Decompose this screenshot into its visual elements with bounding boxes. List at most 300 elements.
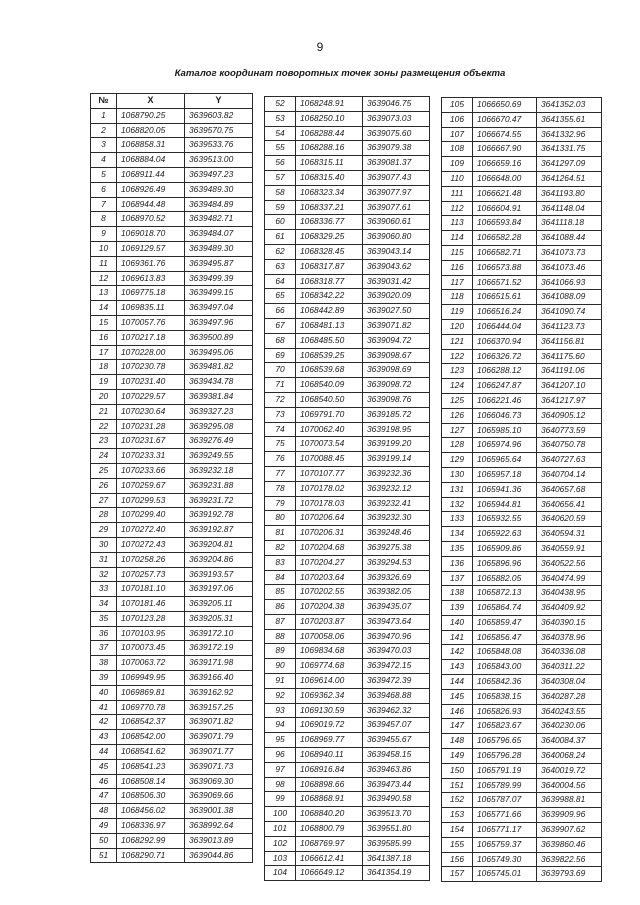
y-coordinate-cell: 3639294.53 [363, 555, 430, 570]
table-row [265, 392, 430, 407]
y-coordinate-cell: 3640019.72 [537, 763, 602, 778]
x-coordinate-cell: 1065872.13 [473, 586, 537, 601]
y-coordinate-cell: 3640004.56 [537, 778, 602, 793]
y-coordinate-cell: 3639204.81 [185, 537, 253, 552]
point-number-cell: 79 [265, 496, 296, 511]
y-coordinate-cell: 3640438.95 [537, 586, 602, 601]
y-coordinate-cell: 3641207.10 [537, 379, 602, 394]
point-number-cell: 100 [265, 807, 296, 822]
table-row [265, 452, 430, 467]
table-row [91, 271, 253, 286]
table-row [442, 305, 602, 320]
point-number-cell: 39 [91, 671, 117, 686]
y-coordinate-cell: 3639232.12 [363, 481, 430, 496]
table-row [91, 241, 253, 256]
y-coordinate-cell: 3639490.58 [363, 792, 430, 807]
point-number-cell: 95 [265, 733, 296, 748]
point-number-cell: 116 [442, 260, 473, 275]
table-row [91, 567, 253, 582]
x-coordinate-cell: 1070202.55 [296, 585, 363, 600]
x-coordinate-cell: 1068884.04 [117, 153, 185, 168]
x-coordinate-cell: 1068342.22 [296, 289, 363, 304]
point-number-cell: 54 [265, 126, 296, 141]
x-coordinate-cell: 1068250.10 [296, 111, 363, 126]
point-number-cell: 117 [442, 275, 473, 290]
point-number-cell: 53 [265, 111, 296, 126]
x-coordinate-cell: 1065823.67 [473, 719, 537, 734]
x-coordinate-cell: 1065842.36 [473, 675, 537, 690]
x-coordinate-cell: 1069362.34 [296, 688, 363, 703]
point-number-cell: 155 [442, 837, 473, 852]
x-coordinate-cell: 1069129.57 [117, 241, 185, 256]
x-coordinate-cell: 1070204.68 [296, 540, 363, 555]
x-coordinate-cell: 1069018.70 [117, 227, 185, 242]
x-coordinate-cell: 1065941.36 [473, 482, 537, 497]
point-number-cell: 43 [91, 730, 117, 745]
point-number-cell: 148 [442, 734, 473, 749]
point-number-cell: 140 [442, 615, 473, 630]
y-coordinate-cell: 3640308.04 [537, 675, 602, 690]
x-coordinate-cell: 1069130.59 [296, 703, 363, 718]
x-coordinate-cell: 1066370.94 [473, 334, 537, 349]
x-coordinate-cell: 1065771.66 [473, 808, 537, 823]
y-coordinate-cell: 3640620.59 [537, 512, 602, 527]
table-row [91, 389, 253, 404]
x-coordinate-cell: 1068315.11 [296, 156, 363, 171]
y-coordinate-cell: 3639204.86 [185, 552, 253, 567]
point-number-cell: 129 [442, 453, 473, 468]
x-coordinate-cell: 1065909.86 [473, 541, 537, 556]
header-x: X [117, 94, 185, 109]
x-coordinate-cell: 1066573.88 [473, 260, 537, 275]
x-coordinate-cell: 1068329.25 [296, 230, 363, 245]
table-row [442, 660, 602, 675]
point-number-cell: 23 [91, 434, 117, 449]
y-coordinate-cell: 3639570.75 [185, 123, 253, 138]
x-coordinate-cell: 1070057.76 [117, 315, 185, 330]
table-row [91, 774, 253, 789]
y-coordinate-cell: 3640287.28 [537, 689, 602, 704]
y-coordinate-cell: 3639172.10 [185, 626, 253, 641]
x-coordinate-cell: 1069614.00 [296, 674, 363, 689]
point-number-cell: 41 [91, 700, 117, 715]
point-number-cell: 101 [265, 822, 296, 837]
table-row [91, 315, 253, 330]
y-coordinate-cell: 3639455.67 [363, 733, 430, 748]
table-row [442, 275, 602, 290]
table-row [91, 256, 253, 271]
x-coordinate-cell: 1066288.12 [473, 364, 537, 379]
table-row [265, 111, 430, 126]
table-row [91, 745, 253, 760]
point-number-cell: 127 [442, 423, 473, 438]
x-coordinate-cell: 1068456.02 [117, 804, 185, 819]
y-coordinate-cell: 3639232.18 [185, 463, 253, 478]
y-coordinate-cell: 3641217.97 [537, 393, 602, 408]
point-number-cell: 8 [91, 212, 117, 227]
x-coordinate-cell: 1066621.48 [473, 186, 537, 201]
table-row [442, 793, 602, 808]
y-coordinate-cell: 3639046.75 [363, 97, 430, 112]
y-coordinate-cell: 3639071.79 [185, 730, 253, 745]
point-number-cell: 19 [91, 375, 117, 390]
x-coordinate-cell: 1070123.28 [117, 611, 185, 626]
table-row [265, 526, 430, 541]
table-row [265, 777, 430, 792]
table-row [91, 597, 253, 612]
x-coordinate-cell: 1068506.30 [117, 789, 185, 804]
table-row [442, 379, 602, 394]
table-row [265, 688, 430, 703]
table-row [91, 138, 253, 153]
table-row [91, 508, 253, 523]
table-row [91, 759, 253, 774]
point-number-cell: 52 [265, 97, 296, 112]
table-row [91, 404, 253, 419]
table-row [91, 685, 253, 700]
x-coordinate-cell: 1068485.50 [296, 333, 363, 348]
x-coordinate-cell: 1066650.69 [473, 98, 537, 113]
point-number-cell: 94 [265, 718, 296, 733]
x-coordinate-cell: 1068290.71 [117, 848, 185, 863]
point-number-cell: 45 [91, 759, 117, 774]
table-header-row [91, 94, 253, 109]
point-number-cell: 154 [442, 823, 473, 838]
y-coordinate-cell: 3639489.30 [185, 182, 253, 197]
table-row [265, 378, 430, 393]
y-coordinate-cell: 3639232.36 [363, 466, 430, 481]
point-number-cell: 37 [91, 641, 117, 656]
x-coordinate-cell: 1065985.10 [473, 423, 537, 438]
point-number-cell: 125 [442, 393, 473, 408]
x-coordinate-cell: 1070230.64 [117, 404, 185, 419]
y-coordinate-cell: 3639513.00 [185, 153, 253, 168]
y-coordinate-cell: 3640409.92 [537, 601, 602, 616]
point-number-cell: 57 [265, 170, 296, 185]
y-coordinate-cell: 3640905.12 [537, 408, 602, 423]
x-coordinate-cell: 1070299.53 [117, 493, 185, 508]
table-row [265, 407, 430, 422]
x-coordinate-cell: 1065791.19 [473, 763, 537, 778]
point-number-cell: 145 [442, 689, 473, 704]
point-number-cell: 126 [442, 408, 473, 423]
x-coordinate-cell: 1070231.67 [117, 434, 185, 449]
x-coordinate-cell: 1069869.81 [117, 685, 185, 700]
x-coordinate-cell: 1069613.83 [117, 271, 185, 286]
point-number-cell: 20 [91, 389, 117, 404]
y-coordinate-cell: 3639470.96 [363, 629, 430, 644]
y-coordinate-cell: 3639098.69 [363, 363, 430, 378]
y-coordinate-cell: 3640657.68 [537, 482, 602, 497]
point-number-cell: 112 [442, 201, 473, 216]
x-coordinate-cell: 1065922.63 [473, 527, 537, 542]
table-row [265, 792, 430, 807]
y-coordinate-cell: 3639909.96 [537, 808, 602, 823]
table-row [265, 614, 430, 629]
y-coordinate-cell: 3641066.93 [537, 275, 602, 290]
x-coordinate-cell: 1068540.09 [296, 378, 363, 393]
point-number-cell: 147 [442, 719, 473, 734]
y-coordinate-cell: 3639157.25 [185, 700, 253, 715]
x-coordinate-cell: 1065932.55 [473, 512, 537, 527]
y-coordinate-cell: 3640336.08 [537, 645, 602, 660]
table-row [91, 641, 253, 656]
table-row [265, 600, 430, 615]
table-row [265, 304, 430, 319]
table-row [91, 626, 253, 641]
table-row [91, 123, 253, 138]
y-coordinate-cell: 3639500.89 [185, 330, 253, 345]
point-number-cell: 26 [91, 478, 117, 493]
table-row [442, 142, 602, 157]
y-coordinate-cell: 3641354.19 [363, 866, 430, 881]
table-row [442, 541, 602, 556]
point-number-cell: 152 [442, 793, 473, 808]
x-coordinate-cell: 1070088.45 [296, 452, 363, 467]
x-coordinate-cell: 1065789.99 [473, 778, 537, 793]
table-row [265, 585, 430, 600]
y-coordinate-cell: 3639822.56 [537, 852, 602, 867]
point-number-cell: 76 [265, 452, 296, 467]
y-coordinate-cell: 3639071.73 [185, 759, 253, 774]
table-row [442, 512, 602, 527]
point-number-cell: 132 [442, 497, 473, 512]
point-number-cell: 30 [91, 537, 117, 552]
table-row [265, 836, 430, 851]
x-coordinate-cell: 1070103.95 [117, 626, 185, 641]
point-number-cell: 10 [91, 241, 117, 256]
point-number-cell: 82 [265, 540, 296, 555]
point-number-cell: 156 [442, 852, 473, 867]
y-coordinate-cell: 3640594.31 [537, 527, 602, 542]
table-row [265, 289, 430, 304]
table-row [265, 733, 430, 748]
y-coordinate-cell: 3639468.88 [363, 688, 430, 703]
y-coordinate-cell: 3639326.69 [363, 570, 430, 585]
table-row [442, 245, 602, 260]
table-row [442, 393, 602, 408]
y-coordinate-cell: 3641088.09 [537, 290, 602, 305]
table-row [265, 97, 430, 112]
point-number-cell: 27 [91, 493, 117, 508]
x-coordinate-cell: 1066604.91 [473, 201, 537, 216]
x-coordinate-cell: 1068858.31 [117, 138, 185, 153]
table-row [442, 867, 602, 882]
point-number-cell: 6 [91, 182, 117, 197]
x-coordinate-cell: 1065745.01 [473, 867, 537, 882]
table-row [442, 98, 602, 113]
catalog-title: Каталог координат поворотных точек зоны размещения объекта [174, 68, 506, 79]
y-coordinate-cell: 3639457.07 [363, 718, 430, 733]
point-number-cell: 81 [265, 526, 296, 541]
y-coordinate-cell: 3639497.96 [185, 315, 253, 330]
table-row [442, 645, 602, 660]
x-coordinate-cell: 1068318.77 [296, 274, 363, 289]
x-coordinate-cell: 1068288.16 [296, 141, 363, 156]
point-number-cell: 1 [91, 108, 117, 123]
x-coordinate-cell: 1068336.97 [117, 819, 185, 834]
table-row [442, 334, 602, 349]
y-coordinate-cell: 3641352.03 [537, 98, 602, 113]
table-row [265, 674, 430, 689]
table-row [265, 496, 430, 511]
y-coordinate-cell: 3639249.55 [185, 449, 253, 464]
point-number-cell: 130 [442, 467, 473, 482]
table-row [442, 749, 602, 764]
point-number-cell: 103 [265, 851, 296, 866]
table-row [265, 718, 430, 733]
x-coordinate-cell: 1068868.91 [296, 792, 363, 807]
x-coordinate-cell: 1068926.49 [117, 182, 185, 197]
point-number-cell: 118 [442, 290, 473, 305]
x-coordinate-cell: 1066612.41 [296, 851, 363, 866]
x-coordinate-cell: 1065974.96 [473, 438, 537, 453]
y-coordinate-cell: 3639248.46 [363, 526, 430, 541]
x-coordinate-cell: 1065896.96 [473, 556, 537, 571]
point-number-cell: 50 [91, 833, 117, 848]
point-number-cell: 96 [265, 748, 296, 763]
table-row [442, 615, 602, 630]
table-row [91, 419, 253, 434]
x-coordinate-cell: 1065957.18 [473, 467, 537, 482]
y-coordinate-cell: 3640243.55 [537, 704, 602, 719]
point-number-cell: 75 [265, 437, 296, 452]
x-coordinate-cell: 1068840.20 [296, 807, 363, 822]
x-coordinate-cell: 1066582.71 [473, 245, 537, 260]
table-row [91, 804, 253, 819]
y-coordinate-cell: 3640068.24 [537, 749, 602, 764]
table-row [265, 437, 430, 452]
table-row [91, 301, 253, 316]
x-coordinate-cell: 1070203.64 [296, 570, 363, 585]
y-coordinate-cell: 3639162.92 [185, 685, 253, 700]
point-number-cell: 35 [91, 611, 117, 626]
y-coordinate-cell: 3639473.64 [363, 614, 430, 629]
x-coordinate-cell: 1068820.05 [117, 123, 185, 138]
x-coordinate-cell: 1068481.13 [296, 318, 363, 333]
table-row [265, 318, 430, 333]
point-number-cell: 70 [265, 363, 296, 378]
table-row [91, 493, 253, 508]
y-coordinate-cell: 3639001.38 [185, 804, 253, 819]
point-number-cell: 93 [265, 703, 296, 718]
point-number-cell: 13 [91, 286, 117, 301]
x-coordinate-cell: 1068969.77 [296, 733, 363, 748]
point-number-cell: 108 [442, 142, 473, 157]
table-row [265, 363, 430, 378]
table-row [442, 319, 602, 334]
point-number-cell: 149 [442, 749, 473, 764]
table-row [91, 730, 253, 745]
x-coordinate-cell: 1066648.00 [473, 171, 537, 186]
y-coordinate-cell: 3639497.04 [185, 301, 253, 316]
y-coordinate-cell: 3639472.39 [363, 674, 430, 689]
x-coordinate-cell: 1068337.21 [296, 200, 363, 215]
x-coordinate-cell: 1065749.30 [473, 852, 537, 867]
table-row [442, 438, 602, 453]
point-number-cell: 104 [265, 866, 296, 881]
point-number-cell: 56 [265, 156, 296, 171]
point-number-cell: 120 [442, 319, 473, 334]
y-coordinate-cell: 3639075.60 [363, 126, 430, 141]
y-coordinate-cell: 3639484.89 [185, 197, 253, 212]
table-row [265, 629, 430, 644]
table-row [91, 227, 253, 242]
table-row [91, 478, 253, 493]
point-number-cell: 119 [442, 305, 473, 320]
x-coordinate-cell: 1068944.48 [117, 197, 185, 212]
point-number-cell: 138 [442, 586, 473, 601]
table-row [265, 259, 430, 274]
table-row [442, 719, 602, 734]
y-coordinate-cell: 3641073.73 [537, 245, 602, 260]
y-coordinate-cell: 3639482.71 [185, 212, 253, 227]
point-number-cell: 40 [91, 685, 117, 700]
point-number-cell: 33 [91, 582, 117, 597]
x-coordinate-cell: 1068315.40 [296, 170, 363, 185]
y-coordinate-cell: 3639077.61 [363, 200, 430, 215]
y-coordinate-cell: 3639988.81 [537, 793, 602, 808]
y-coordinate-cell: 3639499.39 [185, 271, 253, 286]
x-coordinate-cell: 1068542.00 [117, 730, 185, 745]
x-coordinate-cell: 1070230.78 [117, 360, 185, 375]
x-coordinate-cell: 1065826.93 [473, 704, 537, 719]
x-coordinate-cell: 1066659.16 [473, 157, 537, 172]
y-coordinate-cell: 3639027.50 [363, 304, 430, 319]
point-number-cell: 21 [91, 404, 117, 419]
y-coordinate-cell: 3641118.18 [537, 216, 602, 231]
x-coordinate-cell: 1065843.00 [473, 660, 537, 675]
point-number-cell: 114 [442, 231, 473, 246]
point-number-cell: 150 [442, 763, 473, 778]
table-row [442, 497, 602, 512]
table-row [91, 449, 253, 464]
y-coordinate-cell: 3639098.67 [363, 348, 430, 363]
y-coordinate-cell: 3639907.62 [537, 823, 602, 838]
point-number-cell: 5 [91, 167, 117, 182]
point-number-cell: 92 [265, 688, 296, 703]
y-coordinate-cell: 3640084.37 [537, 734, 602, 749]
table-row [442, 260, 602, 275]
table-row [265, 333, 430, 348]
table-row [442, 675, 602, 690]
y-coordinate-cell: 3639077.97 [363, 185, 430, 200]
y-coordinate-cell: 3639205.11 [185, 597, 253, 612]
x-coordinate-cell: 1070272.43 [117, 537, 185, 552]
x-coordinate-cell: 1070233.66 [117, 463, 185, 478]
point-number-cell: 133 [442, 512, 473, 527]
y-coordinate-cell: 3639069.30 [185, 774, 253, 789]
y-coordinate-cell: 3639098.72 [363, 378, 430, 393]
point-number-cell: 110 [442, 171, 473, 186]
table-row [265, 156, 430, 171]
point-number-cell: 136 [442, 556, 473, 571]
point-number-cell: 134 [442, 527, 473, 542]
point-number-cell: 72 [265, 392, 296, 407]
point-number-cell: 16 [91, 330, 117, 345]
coordinate-table-1 [90, 93, 253, 863]
y-coordinate-cell: 3641191.06 [537, 364, 602, 379]
table-row [442, 778, 602, 793]
x-coordinate-cell: 1066247.87 [473, 379, 537, 394]
y-coordinate-cell: 3639497.23 [185, 167, 253, 182]
table-row [91, 848, 253, 863]
point-number-cell: 12 [91, 271, 117, 286]
y-coordinate-cell: 3640773.59 [537, 423, 602, 438]
table-row [265, 348, 430, 363]
x-coordinate-cell: 1065796.28 [473, 749, 537, 764]
point-number-cell: 113 [442, 216, 473, 231]
